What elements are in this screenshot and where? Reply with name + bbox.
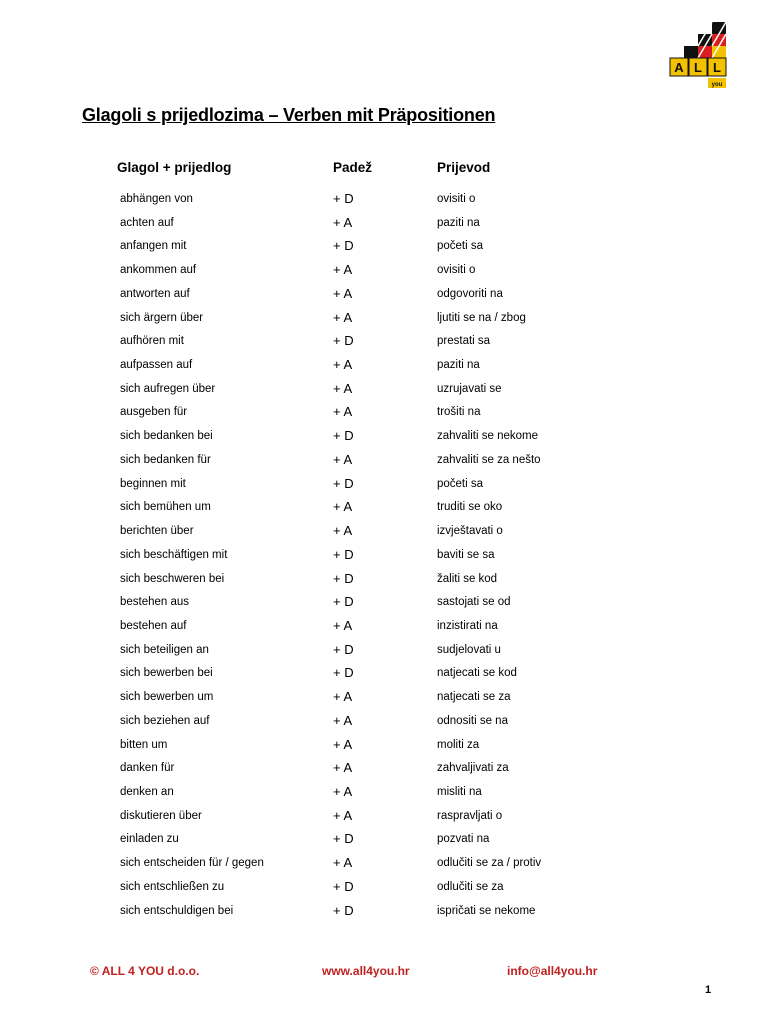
translation-cell: raspravljati o [437, 809, 503, 822]
svg-text:you: you [711, 82, 723, 88]
table-row [0, 354, 768, 378]
translation-cell: paziti na [437, 216, 480, 229]
verb-cell: sich beziehen auf [120, 714, 210, 727]
table-row [0, 734, 768, 758]
translation-cell: početi sa [437, 477, 484, 490]
case-cell: + D [333, 878, 354, 894]
case-cell: + A [333, 712, 353, 728]
translation-cell: ovisiti o [437, 264, 476, 277]
translation-cell: zahvaliti se za nešto [437, 453, 541, 466]
translation-cell: žaliti se kod [437, 572, 498, 585]
case-cell: + D [333, 475, 354, 491]
verb-cell: denken an [120, 785, 174, 798]
translation-cell: ispričati se nekome [437, 904, 536, 917]
translation-cell: baviti se sa [437, 548, 495, 561]
case-cell: + D [333, 546, 354, 562]
table-row [0, 330, 768, 354]
translation-cell: inzistirati na [437, 619, 498, 632]
column-header-verb: Glagol + prijedlog [117, 160, 232, 175]
case-cell: + A [333, 689, 353, 705]
verb-cell: sich beschweren bei [120, 572, 225, 585]
case-cell: + D [333, 594, 354, 610]
verb-cell: ausgeben für [120, 406, 188, 419]
verb-cell: diskutieren über [120, 809, 202, 822]
translation-cell: odlučiti se za / protiv [437, 857, 542, 870]
verb-cell: sich beteiligen an [120, 643, 209, 656]
svg-text:A: A [674, 60, 684, 75]
verb-cell: sich entscheiden für / gegen [120, 857, 264, 870]
translation-cell: sudjelovati u [437, 643, 501, 656]
table-row [0, 378, 768, 402]
verb-cell: sich entschließen zu [120, 880, 225, 893]
verb-cell: abhängen von [120, 193, 193, 205]
case-cell: + D [333, 191, 354, 206]
footer-email-link[interactable]: info@all4you.hr [507, 964, 598, 978]
svg-text:L: L [713, 60, 721, 75]
translation-cell: natjecati se kod [437, 667, 517, 680]
case-cell: + D [333, 570, 354, 586]
translation-cell: pozvati na [437, 833, 490, 846]
translation-cell: odlučiti se za [437, 880, 504, 893]
verb-cell: ankommen auf [120, 264, 197, 277]
translation-cell: odgovoriti na [437, 287, 503, 300]
translation-cell: ovisiti o [437, 193, 476, 205]
case-cell: + A [333, 404, 353, 420]
verb-table [0, 188, 768, 923]
table-row [0, 639, 768, 663]
verb-cell: aufpassen auf [120, 359, 193, 372]
verb-cell: bestehen auf [120, 619, 187, 632]
table-row [0, 473, 768, 497]
translation-cell: natjecati se za [437, 691, 511, 704]
verb-cell: sich bewerben bei [120, 667, 213, 680]
table-row [0, 781, 768, 805]
translation-cell: sastojati se od [437, 596, 511, 609]
case-cell: + A [333, 451, 353, 467]
table-row [0, 259, 768, 283]
case-cell: + A [333, 807, 353, 823]
translation-cell: zahvaljivati za [437, 762, 509, 775]
column-header-translation: Prijevod [437, 160, 491, 175]
verb-cell: sich ärgern über [120, 311, 204, 324]
case-cell: + A [333, 617, 353, 633]
case-cell: + D [333, 333, 354, 349]
case-cell: + A [333, 357, 353, 373]
translation-cell: moliti za [437, 738, 480, 751]
verb-cell: berichten über [120, 525, 194, 538]
translation-cell: paziti na [437, 359, 480, 372]
footer-website-link[interactable]: www.all4you.hr [322, 964, 410, 978]
translation-cell: početi sa [437, 240, 484, 253]
table-row [0, 615, 768, 639]
all4you-logo [668, 20, 730, 94]
verb-cell: danken für [120, 762, 175, 775]
verb-cell: sich bemühen um [120, 501, 211, 514]
case-cell: + A [333, 523, 353, 539]
verb-cell: sich bewerben um [120, 691, 214, 704]
case-cell: + D [333, 831, 354, 847]
case-cell: + A [333, 285, 353, 301]
case-cell: + A [333, 309, 353, 325]
table-row [0, 425, 768, 449]
verb-cell: sich entschuldigen bei [120, 904, 234, 917]
verb-cell: bitten um [120, 738, 168, 751]
page-number: 1 [705, 984, 712, 996]
case-cell: + A [333, 262, 353, 278]
case-cell: + D [333, 902, 354, 918]
verb-cell: sich beschäftigen mit [120, 548, 228, 561]
case-cell: + D [333, 238, 354, 254]
translation-cell: prestati sa [437, 335, 491, 348]
verb-cell: bestehen aus [120, 596, 190, 609]
footer-company: © ALL 4 YOU d.o.o. [90, 964, 200, 978]
translation-cell: trošiti na [437, 406, 481, 419]
translation-cell: truditi se oko [437, 501, 503, 514]
table-row [0, 828, 768, 852]
case-cell: + A [333, 855, 353, 871]
table-row [0, 283, 768, 307]
document-title: Glagoli s prijedlozima – Verben mit Präpositionen [82, 105, 496, 125]
table-row [0, 307, 768, 331]
verb-cell: anfangen mit [120, 240, 187, 253]
verb-cell: einladen zu [120, 833, 179, 846]
svg-text:L: L [694, 60, 702, 75]
table-row [0, 662, 768, 686]
table-row [0, 852, 768, 876]
case-cell: + A [333, 380, 353, 396]
table-row [0, 568, 768, 592]
case-cell: + A [333, 783, 353, 799]
table-row [0, 449, 768, 473]
table-row [0, 544, 768, 568]
verb-cell: sich bedanken bei [120, 430, 213, 443]
table-row [0, 805, 768, 829]
case-cell: + D [333, 665, 354, 681]
column-header-case: Padež [333, 160, 373, 175]
verb-cell: aufhören mit [120, 335, 184, 348]
case-cell: + A [333, 499, 353, 515]
translation-cell: misliti na [437, 785, 482, 798]
translation-cell: zahvaliti se nekome [437, 430, 538, 443]
table-row [0, 710, 768, 734]
case-cell: + A [333, 736, 353, 752]
translation-cell: izvještavati o [437, 525, 503, 538]
verb-cell: sich bedanken für [120, 453, 211, 466]
table-row [0, 591, 768, 615]
case-cell: + A [333, 214, 353, 230]
table-row [0, 212, 768, 236]
table-row [0, 401, 768, 425]
table-row [0, 235, 768, 259]
case-cell: + D [333, 428, 354, 444]
table-row [0, 686, 768, 710]
table-row [0, 496, 768, 520]
table-row [0, 757, 768, 781]
table-row [0, 520, 768, 544]
translation-cell: odnositi se na [437, 714, 508, 727]
table-row [0, 188, 768, 212]
case-cell: + D [333, 641, 354, 657]
table-row [0, 900, 768, 924]
translation-cell: uzrujavati se [437, 382, 502, 395]
verb-cell: beginnen mit [120, 477, 186, 490]
translation-cell: ljutiti se na / zbog [437, 311, 526, 324]
verb-cell: antworten auf [120, 287, 190, 300]
case-cell: + A [333, 760, 353, 776]
table-row [0, 876, 768, 900]
verb-cell: achten auf [120, 216, 174, 229]
verb-cell: sich aufregen über [120, 382, 216, 395]
